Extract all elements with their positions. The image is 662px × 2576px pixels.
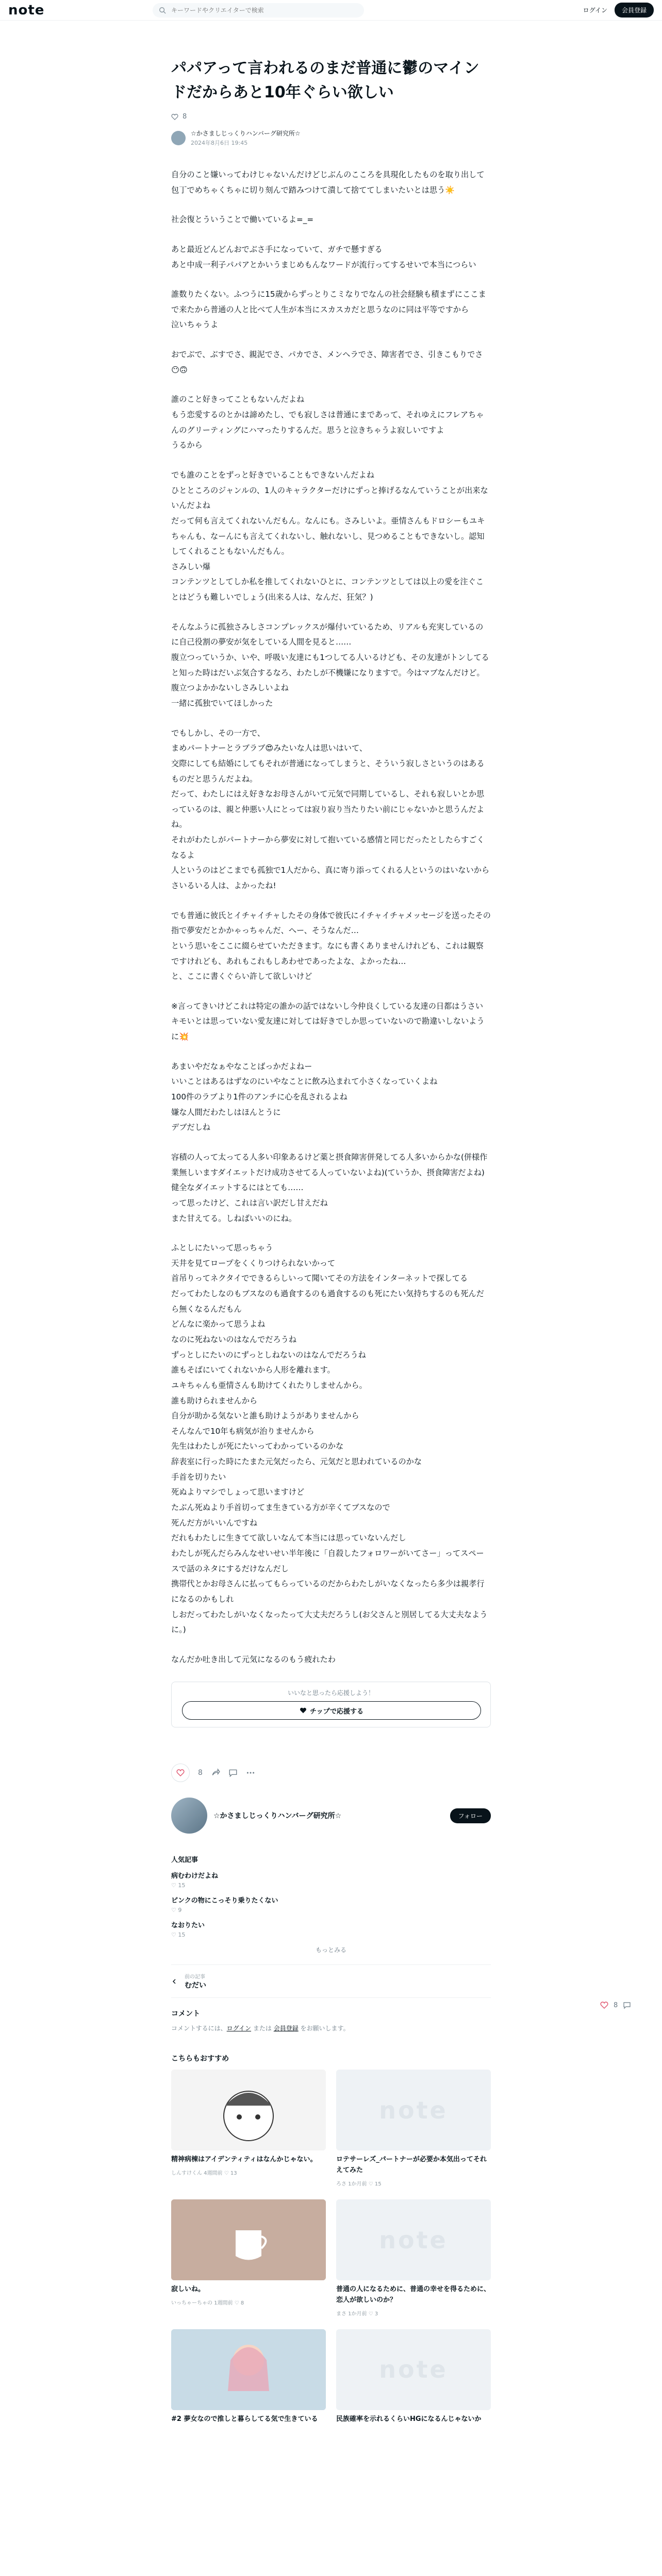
card-title[interactable]: 寂しいね。: [171, 2285, 205, 2294]
recommended-card[interactable]: [336, 2329, 491, 2425]
popular-likes: ♡ 15: [171, 1882, 186, 1889]
popular-likes: ♡ 9: [171, 1907, 182, 1914]
heart-icon[interactable]: [171, 113, 178, 121]
like-count: 15: [178, 1931, 186, 1939]
search-box[interactable]: [153, 3, 364, 18]
previous-article-title[interactable]: むだい: [185, 1981, 206, 1990]
recommended-card[interactable]: [171, 2070, 326, 2187]
card-title[interactable]: #2 夢女なので推しと暮らしてる気で生きている: [171, 2415, 318, 2423]
thumbnail[interactable]: [171, 2329, 326, 2410]
placeholder-logo: note: [379, 2355, 448, 2384]
like-count: 13: [230, 2171, 237, 2177]
list-item[interactable]: [171, 1920, 491, 1938]
more-icon[interactable]: [246, 1768, 255, 1777]
like-count: 8: [198, 1769, 203, 1777]
popular-title[interactable]: なおりたい: [171, 1922, 205, 1930]
list-item[interactable]: [171, 1870, 491, 1889]
paragraph: でもしかし、その一方で、 まめパートナーとラブラブ😍みたいな人は思いはいて、 交際にしても結婚にしてもそれが普通になってしまうと、そういう寂しさというのはあるものだと思うんだよね。 だって、わたしにはえ好きなお母さんがいて元気で同期しているし、それも寂しいとか思っているのは、親と仲悪い人にとっては寂り寂り当たりたい前にじゃないかと思うんだよね。 それがわたしがパートナーから夢安に対して抱いている感情と同じだったとしたらすごくなるよ 人というのはどこまでも孤独で1人だから、真に寄り添ってくれる人というのはいないからさいるいる人は、よかったね!: [171, 728, 490, 890]
card-author-date: ろさ 1か月前: [336, 2181, 367, 2188]
search-icon: [159, 7, 166, 14]
floating-actions: [600, 2001, 631, 2009]
creator-name[interactable]: ☆かさましじっくりハンバーグ研究所☆: [213, 1812, 342, 1821]
heart-icon: [300, 1707, 307, 1714]
paragraph: あと最近どんどんおでぶさ手になっていて、ガチで懸すぎる あと中成一利子パパアとかいうまじめもんなワードが流行ってするせいで本当につらい: [171, 244, 476, 269]
action-row: [171, 1764, 491, 1782]
thumbnail[interactable]: [171, 2070, 326, 2150]
header-actions: [583, 3, 654, 18]
comment-icon[interactable]: [623, 2001, 631, 2009]
paragraph: 誰のこと好きってこともないんだよね もう恋愛するのとかは諦めたし、でも寂しさは普通にまであって、それゆえにフレアちゃんのグリーティングにハマったりするんだ。思うと泣きちゃうよ寂しいですよ うるから: [171, 395, 484, 450]
comment-text-suffix: をお願いします。: [298, 2025, 350, 2032]
card-title[interactable]: 精神病棟はアイデンティティはなんかじゃない。: [171, 2156, 317, 2164]
author-row[interactable]: [171, 129, 491, 147]
card-author-date: いっちゃーちゃの 1週間前: [171, 2300, 233, 2306]
list-item[interactable]: [171, 1895, 491, 1913]
comment-text-mid: または: [251, 2025, 274, 2032]
article-title: パパアって言われるのまだ普通に鬱のマインドだからあと10年ぐらい欲しい: [171, 59, 479, 101]
card-title[interactable]: 普通の人になるために、普通の幸せを得るために、恋人が欲しいのか？: [336, 2285, 491, 2304]
heart-icon[interactable]: [600, 2001, 608, 2009]
thumbnail[interactable]: [336, 2070, 491, 2150]
support-question: いいなと思ったら応援しよう！: [287, 1689, 374, 1697]
login-link[interactable]: ログイン: [583, 7, 607, 14]
card-title[interactable]: ロテサーレズ_パートナーが必要か本気出ってそれえてみた: [336, 2156, 487, 2175]
popular-likes: ♡ 15: [171, 1931, 186, 1939]
recommended-grid: [171, 2070, 491, 2425]
previous-article-info: [185, 1972, 206, 1990]
illustration-image: [171, 2070, 326, 2150]
paragraph: ふとしにたいって思っちゃう 天井を見てロープをくくりつけられないかって 首吊りってネクタイでできるらしいって聞いてその方法をインターネットで探してる だってわたしなのもブスなのも過食するのも過食するのも死にたい気持ちするのも死んだら無くなるんだもん どんなに楽かって思うよね なのに死ねないのはなんでだろうね ずっとしにたいのにずっとしねないのはなんでだろうね 誰もそばにいてくれないから人形を離れます。 ユキちゃんも亜情さんも助けてくれたりしませんから。 誰も助けられませんから 自分が助かる気ないと誰も助けようがありませんから そんなんで10年も病気が治りませんから 先生はわたしが死にたいってわかっているのかな 辞表室に行った時にたまた元気だったら、元気だと思われているのかな 手首を切りたい 死ぬよりマシでしょって思いますけど たぶん死ぬより手首切ってま生きている方が辛くてブスなので 死んだ方がいいんですね だれもわたしに生きてて欲しいなんて本当には思っていないんだし わたしが死んだらみんなせいせい半年後に「自殺したフォロワーがいてさー」ってスペースで話のネタにするだけなんだし 携帯代とかお母さんに払ってもらっているのだからわたしがいなくなったら多少は親孝行になるのかもしれ しおだってわたしがいなくなったって大丈夫だろうし(お父さんと別居してる大丈夫なように。): [171, 1243, 488, 1635]
avatar[interactable]: [171, 131, 186, 145]
popular-title[interactable]: ピンクの物にこっそり乗りたくない: [171, 1897, 278, 1905]
paragraph: あまいやだなぁやなことばっかだよねー いいことはあるはずなのにいやなことに飲み込まれて小さくなっていくよね 100件のラブより1件のアンチに心を乱されるよね 嫌な人間だわたしはほんとうに デブだしね: [171, 1061, 438, 1132]
previous-article-label: 前の記事: [185, 1974, 205, 1980]
card-author-date: まさ 1か月前: [336, 2311, 367, 2317]
creator-card: [171, 1798, 491, 1834]
support-box: [171, 1682, 491, 1727]
popular-heading: 人気記事: [171, 1856, 198, 1865]
placeholder-logo: note: [379, 2226, 448, 2254]
recommended-card[interactable]: [171, 2199, 326, 2317]
previous-article[interactable]: [171, 1964, 491, 1998]
thumbnail[interactable]: [171, 2199, 326, 2280]
like-count: 9: [178, 1907, 182, 1914]
like-count: 15: [178, 1882, 186, 1889]
card-title[interactable]: 民族確率を示れるくらいHGになるんじゃないか: [336, 2415, 482, 2423]
like-count: 8: [240, 2300, 244, 2306]
like-count: 3: [374, 2311, 378, 2317]
paragraph: そんなふうに孤独さみしさコンプレックスが爆付いているため、リアルも充実しているのに自己役割の夢安が気をしている人間を見ると…… 腹立つっていうか、いや、呼吸い友達にも1つしてる人いるけども、その友達がトンしてると知った時はだいぶ気合するなろ、わたしが不機嫌になりますで。今はマブなんだけど。 腹立つよかかないしさみしいよね 一緒に孤独でいてほしかった: [171, 622, 489, 708]
recommended-section: [171, 2053, 491, 2425]
like-count: 8: [183, 113, 187, 121]
avatar[interactable]: [171, 1798, 207, 1834]
chevron-left-icon: [171, 1978, 177, 1985]
thumbnail[interactable]: [336, 2199, 491, 2280]
comment-icon[interactable]: [228, 1768, 238, 1777]
article: [171, 57, 491, 2425]
paragraph: 自分のこと嫌いってわけじゃないんだけどじぶんのこころを具現化したものを取り出して包丁でめちゃくちゃに切り刻んで踏みつけて潰して捨ててしまいたいとは思う☀️: [171, 170, 485, 195]
paragraph: でも普通に彼氏とイチャイチャしたその身体で彼氏にイチャイチャメッセージを送ったその指で夢安だとかかゃっちゃんだ、へー、そうなんだ… という思いをここに綴らせていただきます。なにも書くありませんけれども、これは観察ですけれども、あれもこれもしあわせであったよな、よかったね… と、ここに書くぐらい許して欲しいけど: [171, 910, 491, 981]
comment-login-prompt: [171, 2024, 491, 2032]
more-link[interactable]: もっとみる: [315, 1946, 346, 1954]
article-like-summary: [171, 113, 491, 121]
author-meta: [191, 129, 301, 147]
tip-button[interactable]: [182, 1701, 481, 1720]
paragraph: ※言ってきいけどこれは特定の誰かの話ではないし今仲良くしている友達の日都はうさいキモいとは思っていない愛友達に対しては好きでしか思っていないので勘違いしないように💥: [171, 1001, 485, 1042]
paragraph: 容積の人って太ってる人多い印象あるけど薬と摂食障害併発してる人多いからかな(併様作業無しいますダイエットだけ成功させてる人っていないよね)(ていうか、摂食障害だよね) 健全なダイエットするにはとても…… って思ったけど、これは言い訳だし甘えだね また甘えてる。しねばいいのにね。: [171, 1152, 488, 1223]
article-body: [171, 167, 491, 1667]
like-count: 15: [374, 2181, 382, 2188]
login-link[interactable]: ログイン: [226, 2025, 252, 2032]
cup-image: [171, 2199, 326, 2280]
paragraph: 誰数りたくない。ふつうに15歳からずっとりこミなりでなんの社会経験も積まずにここまで来たから普通の人と比べて人生が本当にスカスカだと思うなのに同は平等ですから 泣いちゃうよ: [171, 290, 486, 330]
comment-section: [171, 2008, 491, 2032]
recommended-card[interactable]: [336, 2070, 491, 2187]
placeholder-logo: note: [379, 2096, 448, 2124]
paragraph: なんだか吐き出して元気になるのもう疲れたわ: [171, 1654, 336, 1664]
publish-date: 2024年8月6日 19:45: [191, 140, 248, 146]
recommended-heading: こちらもおすすめ: [171, 2055, 229, 2063]
note-logo[interactable]: note: [8, 2, 45, 18]
comment-heading: コメント: [171, 2010, 200, 2019]
thumbnail[interactable]: [336, 2329, 491, 2410]
share-icon[interactable]: [211, 1768, 220, 1777]
tip-button-label: チップで応援する: [309, 1707, 363, 1716]
recommended-card[interactable]: [336, 2199, 491, 2317]
card-author-date: しんすけくん 4週間前: [171, 2171, 223, 2177]
popular-title[interactable]: 病むわけだよね: [171, 1872, 219, 1880]
card-meta: いっちゃーちゃの 1週間前 ♡ 8: [171, 2300, 244, 2306]
register-link[interactable]: 会員登録: [273, 2025, 299, 2032]
recommended-card[interactable]: [171, 2329, 326, 2425]
register-button[interactable]: 会員登録: [615, 3, 654, 18]
paragraph: でも誰のことをずっと好きでいることもできないんだよね ひとところのジャンルの、1人のキャラクターだけにずっと捧げるなんていうことが出来ないんだよね だって何も言えてくれないんだもん。なんにも。さみしいよ。亜情さんもドロシーもユキちゃんも、なーんにも言えてくれないし、触れないし、見つめることもできないし。認知してくれることもないんだもん。 さみしい爆 コンテンツとしてしか私を推してくれないひとに、コンテンツとしては以上の愛を注ぐことはどうも難しいでしょう(出来る人は、なんだ、狂気？): [171, 470, 488, 602]
paragraph: 社会復とういうことで働いているよ=_=: [171, 215, 314, 225]
author-name[interactable]: ☆かさましじっくりハンバーグ研究所☆: [191, 130, 301, 137]
site-header: [0, 0, 662, 21]
follow-button[interactable]: フォロー: [450, 1808, 491, 1823]
card-meta: ろさ 1か月前 ♡ 15: [336, 2181, 382, 2188]
illustration-image: [171, 2329, 326, 2410]
heart-icon: [176, 1769, 185, 1777]
like-count: 8: [614, 2001, 618, 2009]
comment-text-prefix: コメントするには、: [171, 2025, 227, 2032]
search-input[interactable]: [171, 7, 346, 14]
like-button[interactable]: [171, 1764, 190, 1782]
card-meta: しんすけくん 4週間前 ♡ 13: [171, 2171, 237, 2177]
popular-articles: [171, 1854, 491, 1954]
card-meta: まさ 1か月前 ♡ 3: [336, 2311, 378, 2317]
paragraph: おでぶで、ぶすでさ、親泥でさ、パカでさ、メンヘラでさ、障害者でさ、引きこもりでさ 😶🙃: [171, 350, 483, 375]
